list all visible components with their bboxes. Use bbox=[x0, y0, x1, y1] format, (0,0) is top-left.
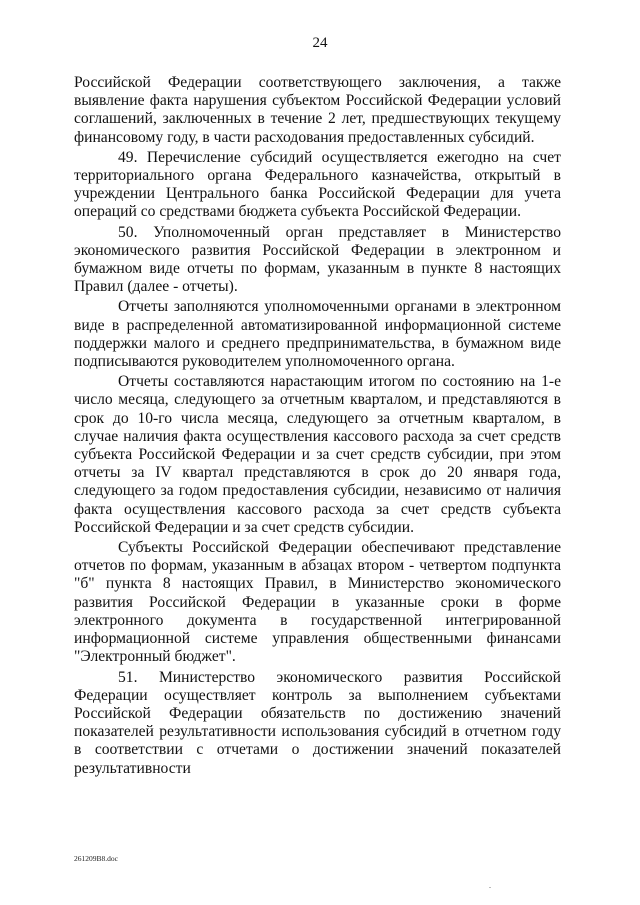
document-file-code: 261209B8.doc bbox=[74, 854, 118, 863]
paragraph-51: 51. Министерство экономического развития Российской Федерации осуществляет контроль за выполнением субъектами Российской Федерации обязательств по достижению значений показателей результативности использования субсидий в отчетном году в соответствии с отчетами о достижении значений показателей результативности bbox=[74, 668, 561, 777]
scan-artifact bbox=[489, 887, 491, 888]
paragraph-electronic-budget: Субъекты Российской Федерации обеспечивают представление отчетов по формам, указанным в абзацах втором - четвертом подпункта "б" пункта 8 настоящих Правил, в Министерство экономического развития Российской Федерации в указанные сроки в форме электронного документа в государственной интегрированной информационной системе управления общественными финансами "Электронный бюджет". bbox=[74, 539, 561, 666]
paragraph-reports-deadlines: Отчеты составляются нарастающим итогом по состоянию на 1-е число месяца, следующего за отчетным кварталом, и представляются в срок до 10-го числа месяца, следующего за отчетным кварталом, в случае наличия факта осуществления кассового расхода за счет средств субъекта Российской Федерации и за счет средств субсидии, при этом отчеты за IV квартал представляются в срок до 20 января года, следующего за годом предоставления субсидии, независимо от наличия факта осуществления кассового расхода за счет средств субъекта Российской Федерации и за счет средств субсидии. bbox=[74, 373, 561, 536]
document-body bbox=[74, 74, 561, 778]
paragraph-continuation: Российской Федерации соответствующего заключения, а также выявление факта нарушения субъектом Российской Федерации условий соглашений, заключенных в течение 2 лет, предшествующих текущему финансовому году, в части расходования предоставленных субсидий. bbox=[74, 74, 561, 146]
paragraph-49: 49. Перечисление субсидий осуществляется ежегодно на счет территориального органа Федерального казначейства, открытый в учреждении Центрального банка Российской Федерации для учета операций со средствами бюджета субъекта Российской Федерации. bbox=[74, 148, 561, 221]
paragraph-reports-filling: Отчеты заполняются уполномоченными органами в электронном виде в распределенной автоматизированной информационной системе поддержки малого и среднего предпринимательства, в бумажном виде подписываются руководителем уполномоченного органа. bbox=[74, 298, 561, 371]
paragraph-50: 50. Уполномоченный орган представляет в Министерство экономического развития Российской Федерации в электронном и бумажном виде отчеты по формам, указанным в пункте 8 настоящих Правил (далее - отчеты). bbox=[74, 223, 561, 296]
page-number: 24 bbox=[312, 35, 328, 51]
